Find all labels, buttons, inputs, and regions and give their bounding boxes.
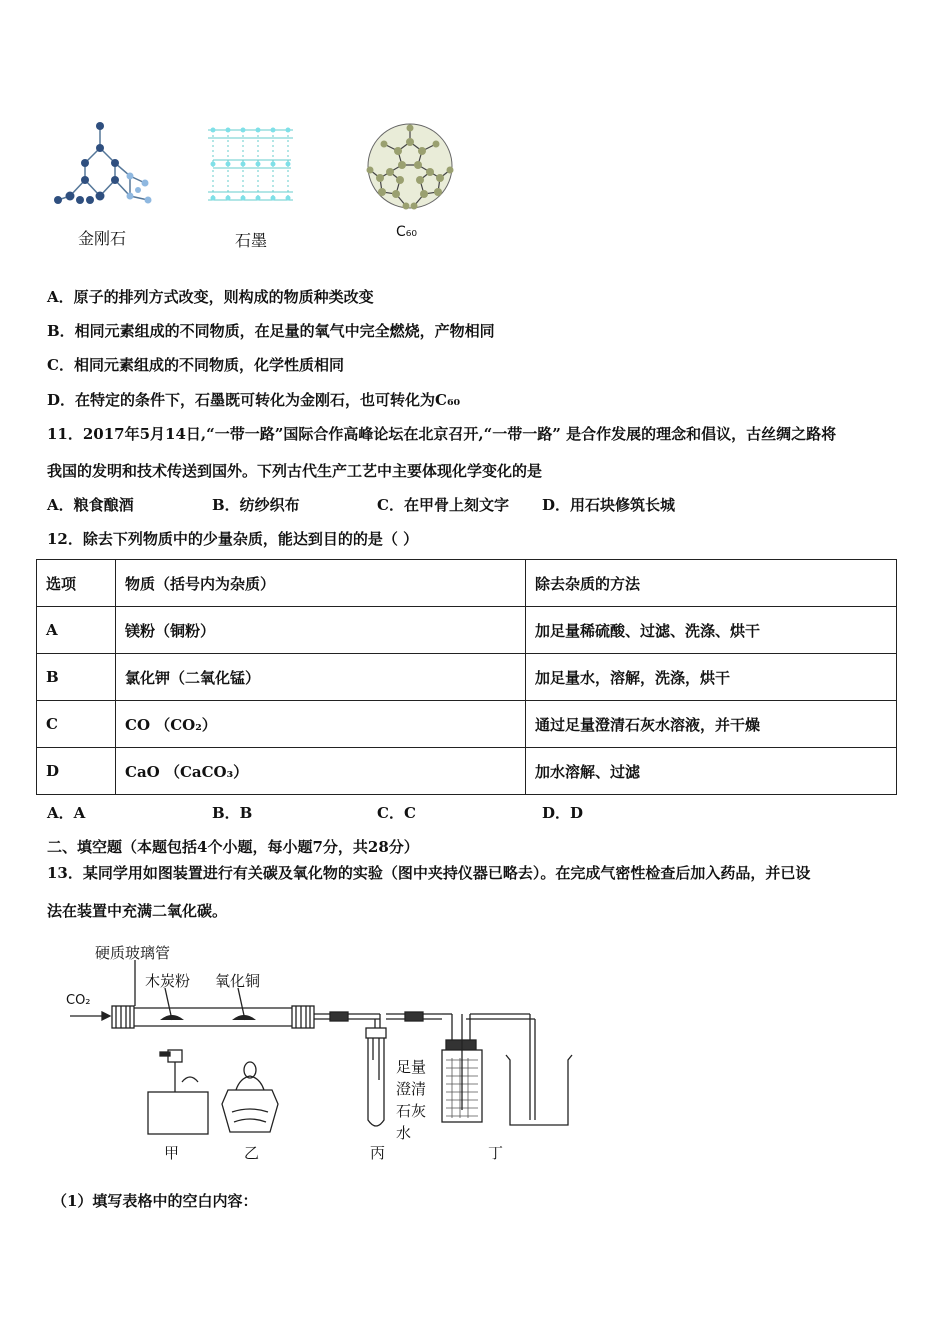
table-cell: CaO （CaCO₃） (116, 748, 526, 795)
q10-option-b: B．相同元素组成的不同物质，在足量的氧气中完全燃烧，产物相同 (47, 322, 495, 340)
diamond-structure-image (50, 118, 160, 213)
graphite-caption: 石墨 (235, 231, 268, 250)
apparatus-label-yi: 乙 (244, 1144, 260, 1162)
table-cell: 加足量水，溶解，洗涤，烘干 (526, 654, 897, 701)
table-cell: B (37, 654, 116, 701)
q11-stem-line2: 我国的发明和技术传送到国外。下列古代生产工艺中主要体现化学变化的是 (47, 462, 543, 480)
q12-stem: 12．除去下列物质中的少量杂质，能达到目的的是（ ） (47, 530, 419, 548)
table-row (37, 654, 897, 701)
graphite-structure-image (203, 120, 298, 212)
limewater-label-2: 澄清 (396, 1080, 427, 1098)
q11-stem-line1: 11．2017年5月14日,“一带一路”国际合作高峰论坛在北京召开,“一带一路” 是合作发展的理念和倡议，古丝绸之路将 (47, 425, 837, 443)
c60-structure-image (360, 120, 460, 215)
cuo-label: 氧化铜 (215, 972, 261, 990)
table-cell: CO （CO₂） (116, 701, 526, 748)
apparatus-diagram (60, 940, 580, 1165)
q12-option-b: B．B (212, 804, 253, 822)
apparatus-label-jia: 甲 (164, 1144, 180, 1162)
apparatus-label-ding: 丁 (488, 1144, 504, 1162)
table-row (37, 701, 897, 748)
q11-option-b: B．纺纱织布 (212, 496, 300, 514)
table-cell: 加水溶解、过滤 (526, 748, 897, 795)
q11-option-a: A．粮食酿酒 (47, 496, 134, 514)
table-cell: D (37, 748, 116, 795)
limewater-label-4: 水 (396, 1124, 412, 1142)
q10-option-d: D．在特定的条件下，石墨既可转化为金刚石，也可转化为C₆₀ (47, 391, 461, 409)
table-cell: A (37, 607, 116, 654)
table-row (37, 748, 897, 795)
q11-option-d: D．用石块修筑长城 (542, 496, 676, 514)
charcoal-label: 木炭粉 (145, 972, 191, 990)
table-cell: 镁粉（铜粉） (116, 607, 526, 654)
q12-option-a: A．A (47, 804, 86, 822)
q10-option-c: C．相同元素组成的不同物质，化学性质相同 (47, 356, 344, 374)
q13-subquestion-1: （1）填写表格中的空白内容： (52, 1192, 258, 1210)
table-cell: 加足量稀硫酸、过滤、洗涤、烘干 (526, 607, 897, 654)
section-title: 二、填空题（本题包括4个小题，每小题7分，共28分） (47, 838, 419, 856)
table-cell: 通过足量澄清石灰水溶液，并干燥 (526, 701, 897, 748)
q12-table (36, 559, 897, 795)
apparatus-label-bing: 丙 (370, 1144, 386, 1162)
q10-option-a: A．原子的排列方式改变，则构成的物质种类改变 (47, 288, 374, 306)
table-row (37, 607, 897, 654)
table-header-cell: 选项 (37, 560, 116, 607)
table-header-row (37, 560, 897, 607)
q13-stem-line2: 法在装置中充满二氧化碳。 (47, 902, 228, 920)
table-header-cell: 物质（括号内为杂质） (116, 560, 526, 607)
table-header-cell: 除去杂质的方法 (526, 560, 897, 607)
limewater-label-3: 石灰 (396, 1102, 427, 1120)
co2-label: CO₂ (66, 993, 91, 1008)
diamond-caption: 金刚石 (78, 229, 127, 248)
c60-caption: C₆₀ (396, 224, 417, 240)
table-cell: C (37, 701, 116, 748)
q12-option-d: D．D (542, 804, 584, 822)
tube-label: 硬质玻璃管 (95, 944, 171, 962)
q12-option-c: C．C (377, 804, 416, 822)
q13-stem-line1: 13．某同学用如图装置进行有关碳及氧化物的实验（图中夹持仪器已略去）。在完成气密性检查后加入药品，并已设 (47, 864, 811, 882)
q11-option-c: C．在甲骨上刻文字 (377, 496, 509, 514)
limewater-label-1: 足量 (396, 1058, 427, 1076)
table-cell: 氯化钾（二氧化锰） (116, 654, 526, 701)
